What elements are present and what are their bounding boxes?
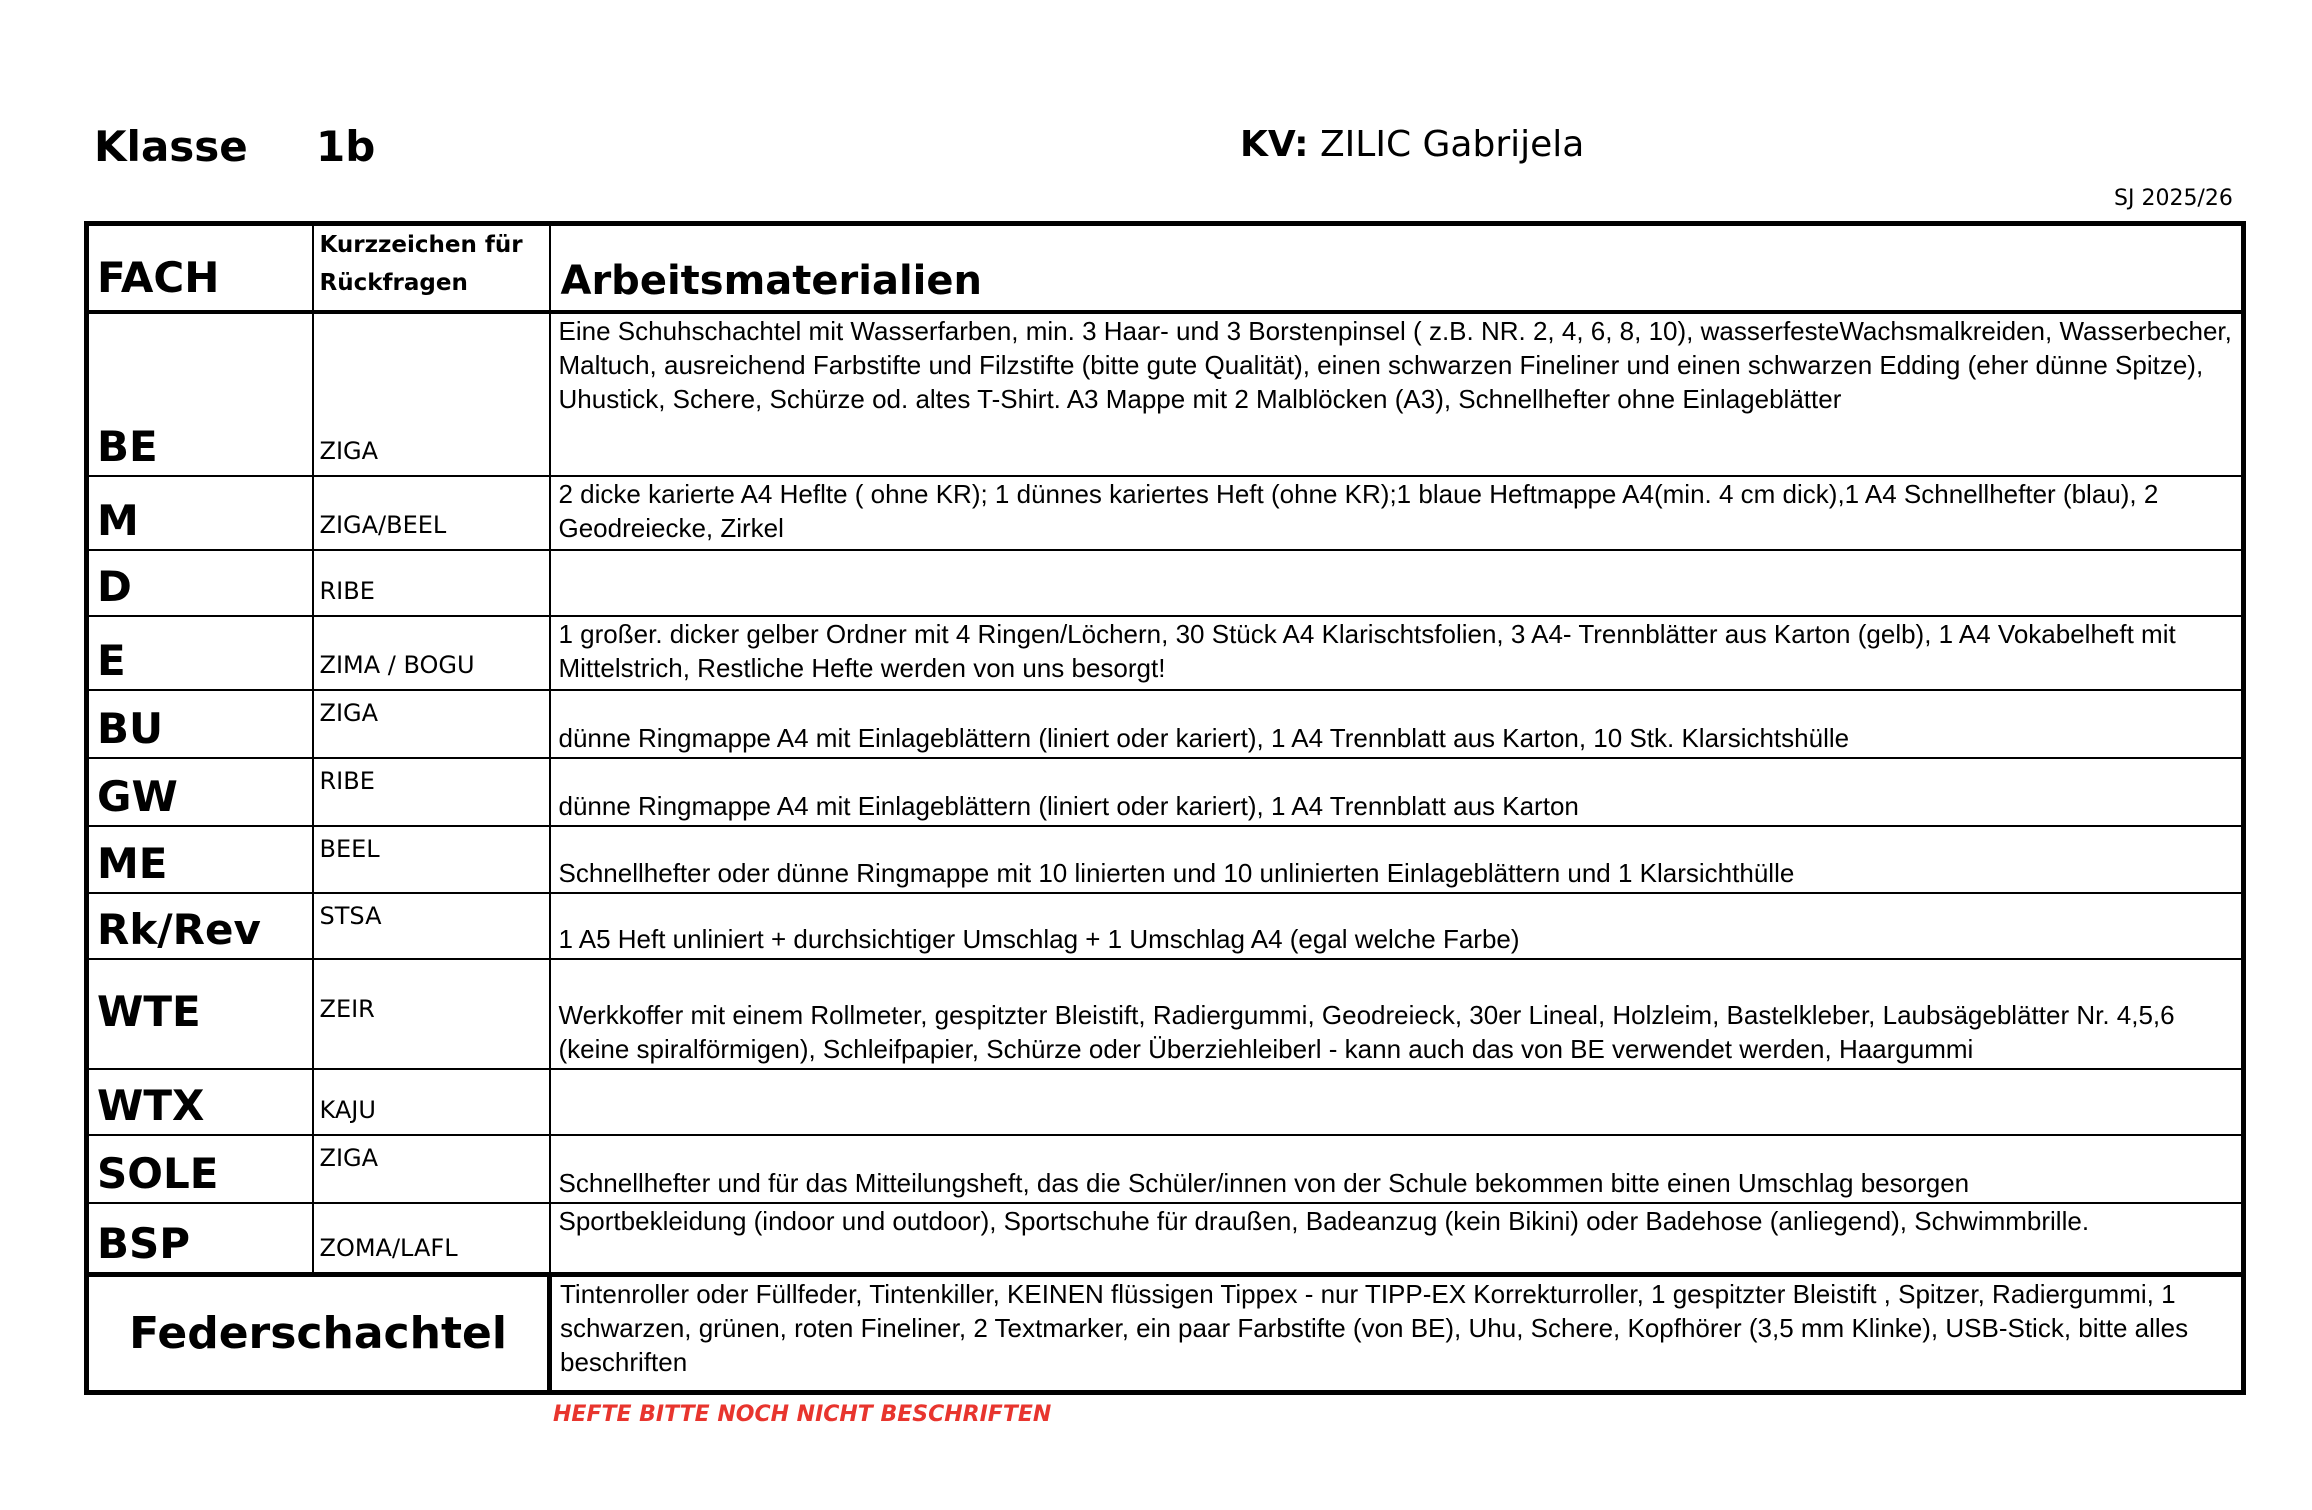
table-row bbox=[87, 476, 2244, 550]
class-teacher-name: ZILIC Gabrijela bbox=[1320, 124, 1585, 165]
code-cell: KAJU bbox=[313, 1069, 550, 1135]
code-cell: ZIGA bbox=[313, 690, 550, 758]
class-label: Klasse bbox=[94, 122, 248, 171]
column-header-materials: Arbeitsmaterialien bbox=[550, 224, 2244, 312]
subject-cell: GW bbox=[87, 758, 313, 826]
class-value: 1b bbox=[316, 122, 376, 171]
subject-cell: ME bbox=[87, 826, 313, 893]
code-cell: ZIGA bbox=[313, 312, 550, 476]
class-teacher bbox=[1240, 124, 1584, 165]
subject-cell: BSP bbox=[87, 1203, 313, 1275]
pencil-case-label: Federschachtel bbox=[87, 1275, 550, 1393]
code-cell: ZIGA/BEEL bbox=[313, 476, 550, 550]
subject-cell: E bbox=[87, 616, 313, 690]
subject-cell: D bbox=[87, 550, 313, 616]
code-cell: RIBE bbox=[313, 550, 550, 616]
footnote-warning: HEFTE BITTE NOCH NICHT BESCHRIFTEN bbox=[553, 1402, 1052, 1427]
table-header-row bbox=[87, 224, 2244, 312]
table-row bbox=[87, 826, 2244, 893]
subject-cell: WTX bbox=[87, 1069, 313, 1135]
code-cell: BEEL bbox=[313, 826, 550, 893]
materials-cell: 1 A5 Heft unliniert + durchsichtiger Umschlag + 1 Umschlag A4 (egal welche Farbe) bbox=[550, 893, 2244, 959]
materials-cell: 2 dicke karierte A4 Heflte ( ohne KR); 1 dünnes kariertes Heft (ohne KR);1 blaue Heftmappe A4(min. 4 cm dick),1 A4 Schnellhefter (blau), 2 Geodreiecke, Zirkel bbox=[550, 476, 2244, 550]
subject-cell: BE bbox=[87, 312, 313, 476]
column-header-code: Kurzzeichen für Rückfragen bbox=[313, 224, 550, 312]
table-row bbox=[87, 616, 2244, 690]
table-row bbox=[87, 1203, 2244, 1275]
materials-cell: 1 großer. dicker gelber Ordner mit 4 Ringen/Löchern, 30 Stück A4 Klarischtsfolien, 3 A4- Trennblätter aus Karton (gelb), 1 A4 Vokabelheft mit Mittelstrich, Restliche Hefte werden von uns besorgt! bbox=[550, 616, 2244, 690]
materials-cell: Werkkoffer mit einem Rollmeter, gespitzter Bleistift, Radiergummi, Geodreieck, 30er Lineal, Holzleim, Bastelkleber, Laubsägeblätter Nr. 4,5,6 (keine spiralförmigen), Schleifpapier, Schürze oder Überziehleiberl - kann auch das von BE verwendet werden, Haargummi bbox=[550, 959, 2244, 1069]
subject-cell: Rk/Rev bbox=[87, 893, 313, 959]
materials-cell: dünne Ringmappe A4 mit Einlageblättern (liniert oder kariert), 1 A4 Trennblatt aus Karton, 10 Stk. Klarsichtshülle bbox=[550, 690, 2244, 758]
table-row bbox=[87, 550, 2244, 616]
table-row bbox=[87, 758, 2244, 826]
code-cell: ZEIR bbox=[313, 959, 550, 1069]
code-cell: STSA bbox=[313, 893, 550, 959]
school-year: SJ 2025/26 bbox=[2114, 186, 2233, 211]
subject-cell: WTE bbox=[87, 959, 313, 1069]
subject-cell: M bbox=[87, 476, 313, 550]
materials-cell bbox=[550, 550, 2244, 616]
materials-cell: Schnellhefter und für das Mitteilungsheft, das die Schüler/innen von der Schule bekommen bitte einen Umschlag besorgen bbox=[550, 1135, 2244, 1203]
materials-table bbox=[84, 221, 2246, 1395]
table-row bbox=[87, 312, 2244, 476]
table-row bbox=[87, 1069, 2244, 1135]
column-header-subject: FACH bbox=[87, 224, 313, 312]
materials-cell: Sportbekleidung (indoor und outdoor), Sportschuhe für draußen, Badeanzug (kein Bikini) oder Badehose (anliegend), Schwimmbrille. bbox=[550, 1203, 2244, 1275]
table-row bbox=[87, 690, 2244, 758]
pencil-case-row bbox=[87, 1275, 2244, 1393]
subject-cell: SOLE bbox=[87, 1135, 313, 1203]
class-teacher-label: KV: bbox=[1240, 124, 1309, 165]
code-cell: ZOMA/LAFL bbox=[313, 1203, 550, 1275]
materials-cell: Eine Schuhschachtel mit Wasserfarben, min. 3 Haar- und 3 Borstenpinsel ( z.B. NR. 2, 4, 6, 8, 10), wasserfesteWachsmalkreiden, Wasserbecher, Maltuch, ausreichend Farbstifte und Filzstifte (bitte gute Qualität), einen schwarzen Fineliner und einen schwarzen Edding (eher dünne Spitze), Uhustick, Schere, Schürze od. altes T-Shirt. A3 Mappe mit 2 Malblöcken (A3), Schnellhefter ohne Einlageblätter bbox=[550, 312, 2244, 476]
code-cell: ZIGA bbox=[313, 1135, 550, 1203]
table-row bbox=[87, 893, 2244, 959]
table-row bbox=[87, 1135, 2244, 1203]
table-row bbox=[87, 959, 2244, 1069]
materials-cell bbox=[550, 1069, 2244, 1135]
code-cell: RIBE bbox=[313, 758, 550, 826]
code-cell: ZIMA / BOGU bbox=[313, 616, 550, 690]
materials-cell: Schnellhefter oder dünne Ringmappe mit 10 linierten und 10 unlinierten Einlageblättern und 1 Klarsichthülle bbox=[550, 826, 2244, 893]
pencil-case-materials: Tintenroller oder Füllfeder, Tintenkiller, KEINEN flüssigen Tippex - nur TIPP-EX Korrekturroller, 1 gespitzter Bleistift , Spitzer, Radiergummi, 1 schwarzen, grünen, roten Fineliner, 2 Textmarker, ein paar Farbstifte (von BE), Uhu, Schere, Kopfhörer (3,5 mm Klinke), USB-Stick, bitte alles beschriften bbox=[550, 1275, 2244, 1393]
materials-cell: dünne Ringmappe A4 mit Einlageblättern (liniert oder kariert), 1 A4 Trennblatt aus Karton bbox=[550, 758, 2244, 826]
subject-cell: BU bbox=[87, 690, 313, 758]
